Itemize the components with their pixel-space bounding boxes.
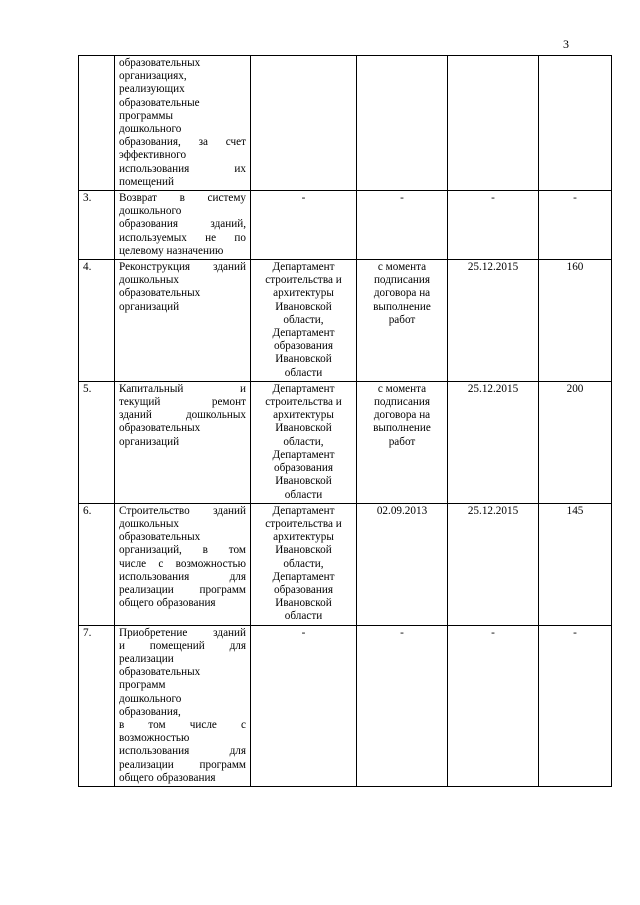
table-row <box>79 191 612 260</box>
responsible-cell <box>251 503 357 625</box>
measure-name-line: образования зданий, <box>119 218 246 231</box>
table-row <box>79 503 612 625</box>
measure-name-line: образовательных <box>119 287 201 300</box>
start-date-cell: 02.09.2013 <box>357 503 448 625</box>
amount-cell: 145 <box>539 503 612 625</box>
start-date-cell: с момента подписания договора на выполнение работ <box>357 260 448 382</box>
responsible-line: Департамент <box>272 570 335 583</box>
row-number-cell: 6. <box>79 503 115 625</box>
end-date-cell: 25.12.2015 <box>448 381 539 503</box>
measure-name-cell <box>115 260 251 382</box>
measure-name-line: Приобретение зданий <box>119 626 246 639</box>
measure-name-line: числе с возможностью <box>119 557 246 570</box>
measure-name-line: зданий дошкольных <box>119 409 246 422</box>
responsible-cell <box>251 260 357 382</box>
responsible-line: области, <box>283 313 324 326</box>
end-date-cell: 25.12.2015 <box>448 260 539 382</box>
measure-name-cell <box>115 503 251 625</box>
measure-name-line: использования для <box>119 570 246 583</box>
responsible-line: области <box>284 610 323 623</box>
responsible-line: - <box>301 192 306 205</box>
responsible-line: Ивановской <box>275 300 332 313</box>
responsible-line: области <box>284 488 323 501</box>
table-row <box>79 625 612 786</box>
start-date-cell: - <box>357 191 448 260</box>
responsible-cell <box>251 625 357 786</box>
measure-name-line: и помещений для <box>119 639 246 652</box>
measure-name-line: используемых не по <box>119 231 246 244</box>
table-row <box>79 381 612 503</box>
measure-name-line: Возврат в систему <box>119 192 246 205</box>
start-date-cell: - <box>357 625 448 786</box>
responsible-cell <box>251 381 357 503</box>
responsible-line: образования <box>273 340 333 353</box>
responsible-line: Ивановской <box>275 544 332 557</box>
responsible-cell <box>251 56 357 191</box>
measure-name-line: образовательных <box>119 57 201 69</box>
measure-name-line: образовательных <box>119 422 201 435</box>
measure-name-line: дошкольного <box>119 692 182 705</box>
row-number-cell: 4. <box>79 260 115 382</box>
responsible-line: строительства и <box>265 396 342 409</box>
measure-name-line: целевому назначению <box>119 244 224 257</box>
measure-name-line: образовательных <box>119 666 201 679</box>
responsible-line: Департамент <box>272 327 335 340</box>
responsible-line: области, <box>283 435 324 448</box>
end-date-cell: - <box>448 625 539 786</box>
measure-name-line: реализации программ <box>119 583 246 596</box>
responsible-line: Департамент <box>272 504 335 517</box>
measure-name-line: дошкольных <box>119 274 179 287</box>
measure-name-line: организаций, в том <box>119 544 246 557</box>
responsible-line: Ивановской <box>275 422 332 435</box>
measure-name-line: образовательных <box>119 531 201 544</box>
measure-name-line: Реконструкция зданий <box>119 261 246 274</box>
measures-table-body <box>79 56 612 787</box>
measure-name-line: общего образования <box>119 771 216 784</box>
responsible-cell <box>251 191 357 260</box>
row-number-cell: 3. <box>79 191 115 260</box>
measure-name-line: организаций <box>119 435 180 448</box>
table-row <box>79 56 612 191</box>
measure-name-line: образовательные <box>119 96 200 109</box>
responsible-line: строительства и <box>265 274 342 287</box>
end-date-cell <box>448 56 539 191</box>
responsible-line: области, <box>283 557 324 570</box>
measure-name-line: общего образования <box>119 597 216 610</box>
responsible-line: Департамент <box>272 261 335 274</box>
measure-name-line: реализации <box>119 652 174 665</box>
amount-cell: - <box>539 191 612 260</box>
amount-cell: - <box>539 625 612 786</box>
measure-name-line: дошкольного <box>119 123 182 136</box>
responsible-line: архитектуры <box>273 287 334 300</box>
responsible-line: Ивановской <box>275 353 332 366</box>
measure-name-line: возможностью <box>119 732 190 745</box>
table-row <box>79 260 612 382</box>
start-date-cell: с момента подписания договора на выполнение работ <box>357 381 448 503</box>
measure-name-line: эффективного <box>119 149 187 162</box>
measure-name-cell <box>115 191 251 260</box>
measure-name-line: Капитальный и <box>119 382 246 395</box>
responsible-line: Департамент <box>272 382 335 395</box>
responsible-line: архитектуры <box>273 409 334 422</box>
responsible-line: архитектуры <box>273 531 334 544</box>
measure-name-line: образования, за счет <box>119 136 246 149</box>
measure-name-line: реализующих <box>119 83 185 96</box>
measure-name-line: использования для <box>119 745 246 758</box>
measure-name-line: реализации программ <box>119 758 246 771</box>
end-date-cell: 25.12.2015 <box>448 503 539 625</box>
start-date-cell <box>357 56 448 191</box>
amount-cell: 160 <box>539 260 612 382</box>
measure-name-line: текущий ремонт <box>119 396 246 409</box>
measure-name-line: Строительство зданий <box>119 504 246 517</box>
measures-table <box>78 55 612 787</box>
measure-name-line: помещений <box>119 175 174 188</box>
measure-name-line: дошкольного <box>119 205 182 218</box>
measure-name-line: программ <box>119 679 166 692</box>
responsible-line: образования <box>273 583 333 596</box>
responsible-line: Ивановской <box>275 597 332 610</box>
responsible-line: Ивановской <box>275 475 332 488</box>
row-number-cell: 7. <box>79 625 115 786</box>
measure-name-line: дошкольных <box>119 517 179 530</box>
measure-name-line: в том числе с <box>119 718 246 731</box>
measure-name-cell <box>115 56 251 191</box>
measure-name-cell <box>115 625 251 786</box>
measure-name-line: организаций <box>119 300 180 313</box>
end-date-cell: - <box>448 191 539 260</box>
responsible-line: образования <box>273 462 333 475</box>
page-number: 3 <box>563 37 569 51</box>
measure-name-line: организациях, <box>119 70 187 83</box>
measure-name-line: образования, <box>119 705 181 718</box>
row-number-cell: 5. <box>79 381 115 503</box>
responsible-line: Департамент <box>272 448 335 461</box>
row-number-cell <box>79 56 115 191</box>
measure-name-cell <box>115 381 251 503</box>
responsible-line: - <box>301 626 306 639</box>
measure-name-line: использования их <box>119 162 246 175</box>
responsible-line: строительства и <box>265 517 342 530</box>
responsible-line: области <box>284 366 323 379</box>
amount-cell: 200 <box>539 381 612 503</box>
measure-name-line: программы <box>119 109 173 122</box>
amount-cell <box>539 56 612 191</box>
